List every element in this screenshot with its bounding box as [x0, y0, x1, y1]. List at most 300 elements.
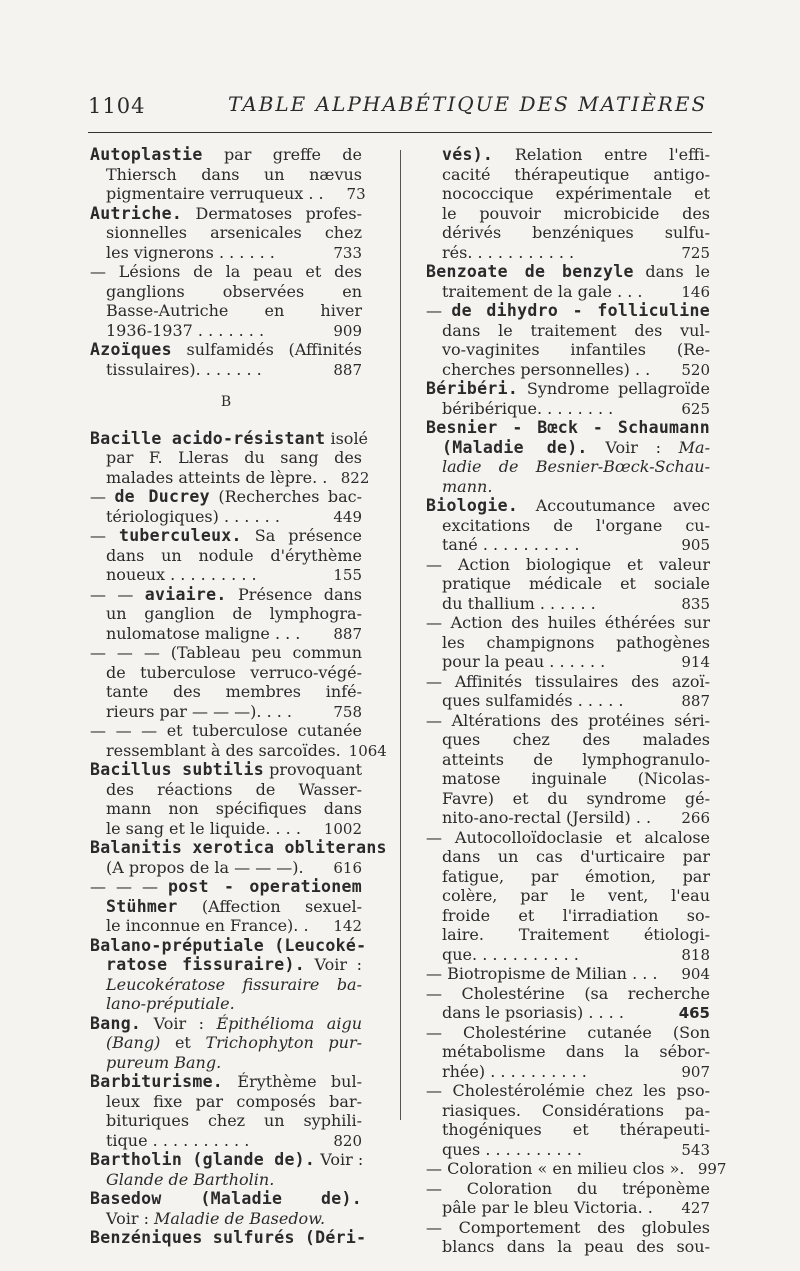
- entry-text-part: leux fixe par composés bar-: [106, 1091, 362, 1111]
- index-entry: [426, 1081, 710, 1159]
- entry-text: [90, 1228, 366, 1248]
- entry-line: [90, 1228, 367, 1248]
- entry-page-number: 733: [333, 243, 362, 262]
- entry-headword: Bang.: [90, 1013, 142, 1033]
- entry-text: [106, 916, 320, 936]
- index-entry: [90, 145, 366, 204]
- entry-text: [106, 975, 362, 995]
- index-entry: [90, 935, 367, 1014]
- entry-text: [442, 1120, 710, 1140]
- entry-text: [90, 721, 362, 741]
- entry-headword: Benzoate de benzyle: [426, 262, 634, 281]
- entry-text-part: (Recherches bac-: [209, 487, 362, 506]
- entry-text: [442, 243, 668, 263]
- entry-page-number: 520: [681, 360, 710, 379]
- entry-line: [426, 867, 710, 887]
- entry-text: [90, 204, 362, 224]
- entry-text: [442, 1198, 668, 1218]
- entry-text: [106, 360, 320, 380]
- entry-text: [426, 496, 710, 516]
- index-entry: [90, 877, 362, 936]
- entry-text: [90, 877, 362, 897]
- entry-text-part: sulfamidés (Affinités: [171, 340, 362, 359]
- entry-text-part: excitations de l'organe cu-: [442, 515, 710, 535]
- entry-text-part: — Coloration du tréponème: [426, 1178, 710, 1198]
- index-entry: [426, 145, 710, 262]
- entry-text: [442, 204, 710, 224]
- index-entry: [90, 643, 362, 721]
- entry-text-part: ques . . . . . . . . . .: [442, 1139, 582, 1159]
- entry-line: [426, 925, 710, 945]
- entry-text: [442, 945, 668, 965]
- entry-text-part: ladie de Besnier-Bœck-Schau-: [442, 457, 710, 476]
- entry-text: [426, 984, 710, 1004]
- entry-line: [90, 975, 362, 995]
- entry-text-part: rhée) . . . . . . . . . .: [442, 1061, 587, 1081]
- entry-text-part: — — —: [90, 877, 168, 896]
- entry-text-part: Leucokératose fissuraire ba-: [106, 974, 362, 994]
- index-entry: [426, 418, 710, 496]
- entry-text: [106, 184, 324, 204]
- entry-text: [442, 789, 710, 809]
- entry-text-part: Voir :: [141, 1013, 217, 1033]
- entry-line: [90, 1150, 362, 1170]
- entry-text-part: cherches personnelles) . .: [442, 359, 651, 379]
- entry-text: [106, 1092, 362, 1112]
- entry-line: [426, 1120, 710, 1140]
- entry-headword: aviaire.: [144, 584, 227, 604]
- entry-text: [90, 1189, 362, 1209]
- entry-text: [442, 925, 710, 945]
- entry-page-number: 73: [346, 185, 366, 203]
- entry-text: [90, 262, 362, 282]
- entry-text: [106, 663, 362, 683]
- entry-line: [426, 555, 710, 575]
- entry-page-number: 758: [333, 702, 362, 721]
- entry-line: [426, 399, 710, 419]
- index-entry: [90, 428, 370, 488]
- entry-text: [442, 438, 710, 458]
- entry-text-part: fatigue, par émotion, par: [442, 866, 710, 886]
- entry-text-part: du thallium . . . . . .: [442, 593, 596, 613]
- entry-line: [90, 877, 362, 897]
- entry-headword: Azoïques: [90, 340, 172, 359]
- entry-page-number: 155: [333, 566, 362, 584]
- entry-headword: Bacillus subtilis: [90, 760, 264, 779]
- index-entry: [90, 1072, 362, 1150]
- entry-line: [426, 1042, 710, 1062]
- index-entry: [90, 340, 362, 379]
- entry-page-number: 1002: [323, 819, 362, 838]
- entry-text-part: de tuberculose verruco-végé-: [106, 662, 362, 682]
- entry-text-part: un ganglion de lymphogra-: [106, 604, 362, 623]
- entry-text: [106, 282, 362, 302]
- entry-text: [426, 1179, 710, 1199]
- entry-text: [106, 994, 362, 1014]
- entry-text-part: — Autocolloïdoclasie et alcalose: [426, 827, 710, 847]
- entry-text-part: dans un nodule d'érythème: [106, 545, 362, 565]
- entry-text: [426, 828, 710, 848]
- entry-text: [442, 633, 710, 653]
- entry-text-part: — Cholestérine (sa recherche: [426, 983, 710, 1003]
- entry-page-number: 914: [681, 653, 710, 671]
- entry-line: [90, 262, 362, 282]
- entry-page-number: 142: [333, 917, 362, 935]
- entry-page-number: 625: [681, 399, 710, 418]
- entry-text: [442, 1140, 668, 1160]
- entry-text-part: Thiersch dans un nævus: [106, 164, 362, 184]
- entry-headword: (Maladie de).: [442, 437, 588, 457]
- entry-headword: post - operationem: [167, 877, 362, 896]
- entry-line: [90, 585, 362, 605]
- entry-text: [90, 1014, 362, 1034]
- entry-text: [90, 838, 387, 858]
- index-entry: [90, 204, 362, 263]
- entry-headword: de dihydro - folliculine: [451, 301, 710, 320]
- index-entry: [90, 262, 362, 340]
- entry-text-part: cacité thérapeutique antigo-: [442, 164, 710, 184]
- entry-headword: Bartholin (glande de).: [90, 1150, 316, 1169]
- entry-text: [90, 760, 362, 780]
- entry-text: [106, 1209, 362, 1229]
- index-entry: [426, 1023, 710, 1082]
- entry-text-part: dans le psoriasis) . . . .: [442, 1003, 624, 1022]
- entry-line: [90, 301, 362, 321]
- entry-line: [90, 1072, 362, 1092]
- entry-line: [426, 711, 710, 731]
- entry-text: [442, 360, 668, 380]
- entry-text: [106, 682, 362, 702]
- entry-text: [106, 897, 362, 917]
- entry-text-part: pâle par le bleu Victoria. .: [442, 1198, 653, 1217]
- entry-text-part: Sa présence: [241, 526, 362, 545]
- entry-headword: Autoplastie: [90, 145, 203, 164]
- entry-text: [426, 1159, 684, 1179]
- entry-line: [426, 223, 710, 243]
- entry-line: [426, 691, 710, 711]
- entry-line: [426, 379, 710, 399]
- index-entry: [426, 1179, 710, 1218]
- entry-text: [90, 526, 362, 546]
- entry-text: [442, 477, 710, 497]
- entry-line: [90, 204, 362, 224]
- entry-line: [426, 1237, 710, 1257]
- entry-text-part: Voir :: [587, 437, 679, 457]
- entry-line: [426, 730, 710, 750]
- page-number: 1104: [88, 94, 146, 118]
- entry-text-part: (Affection sexuel-: [177, 896, 362, 916]
- entry-line: [90, 340, 362, 360]
- entry-text: [90, 936, 366, 956]
- entry-line: [426, 145, 710, 165]
- entry-text-part: dérivés benzéniques sulfu-: [442, 223, 710, 242]
- entry-line: [90, 565, 362, 585]
- entry-page-number: 449: [333, 507, 362, 526]
- entry-text: [106, 1131, 320, 1151]
- entry-text-part: mann.: [442, 476, 493, 496]
- entry-line: [426, 906, 710, 926]
- entry-line: [426, 964, 710, 984]
- entry-line: [426, 321, 710, 341]
- entry-line: [426, 594, 710, 614]
- entry-text-part: ressemblant à des sarcoïdes.: [106, 740, 341, 760]
- entry-line: [426, 243, 710, 263]
- entry-text-part: le inconnue en France). .: [106, 916, 309, 935]
- entry-line: [426, 204, 710, 224]
- index-entry: [90, 1189, 362, 1228]
- entry-text-part: — Altérations des protéines séri-: [426, 710, 710, 730]
- entry-text: [442, 1042, 710, 1062]
- entry-line: [90, 1209, 362, 1229]
- entry-line: [426, 262, 710, 282]
- entry-text-part: tissulaires). . . . . . .: [106, 359, 262, 379]
- index-entry: [90, 721, 387, 760]
- entry-text-part: tané . . . . . . . . . .: [442, 535, 580, 554]
- entry-text: [106, 448, 362, 468]
- entry-page-number: 818: [681, 945, 710, 964]
- entry-line: [90, 282, 362, 302]
- index-entry: [90, 526, 362, 585]
- entry-text-part: traitement de la gale . . .: [442, 281, 643, 301]
- entry-text: [442, 282, 668, 302]
- entry-line: [90, 487, 362, 507]
- entry-text-part: 1936-1937 . . . . . . .: [106, 320, 265, 340]
- entry-line: [90, 780, 362, 800]
- entry-headword: Biologie.: [426, 496, 519, 515]
- entry-line: [90, 760, 362, 780]
- entry-line: [90, 897, 362, 917]
- entry-line: [90, 526, 362, 546]
- entry-text: [106, 165, 362, 185]
- entry-line: [90, 448, 362, 468]
- entry-text-part: — Lésions de la peau et des: [90, 262, 362, 281]
- entry-text-part: tériologiques) . . . . . .: [106, 506, 280, 526]
- entry-text-part: — Biotropisme de Milian . . .: [426, 964, 658, 983]
- entry-page-number: 820: [333, 1131, 362, 1150]
- entry-text: [106, 780, 362, 800]
- entry-text-part: noueux . . . . . . . . .: [106, 565, 257, 584]
- entry-line: [90, 624, 362, 644]
- entry-text-part: — Cholestérolémie chez les pso-: [426, 1081, 710, 1100]
- entry-line: [426, 1218, 710, 1238]
- entry-line: [426, 1179, 710, 1199]
- entry-text-part: rés. . . . . . . . . . .: [442, 242, 575, 262]
- entry-text-part: — Coloration « en milieu clos ».: [426, 1159, 685, 1178]
- index-entry: [90, 1228, 367, 1248]
- entry-line: [90, 994, 362, 1014]
- entry-text: [90, 1150, 363, 1170]
- entry-text: [426, 672, 710, 692]
- entry-line: [90, 916, 362, 936]
- entry-text: [106, 565, 320, 585]
- entry-text: [426, 555, 710, 575]
- entry-text: [442, 906, 710, 926]
- entry-line: [426, 847, 710, 867]
- entry-text-part: bituriques chez un syphili-: [106, 1111, 362, 1130]
- entry-line: [426, 574, 710, 594]
- entry-text: [442, 1101, 710, 1121]
- entry-text: [442, 769, 710, 789]
- entry-text-part: ganglions observées en: [106, 281, 362, 301]
- entry-page-number: 543: [681, 1140, 710, 1159]
- index-entry: [426, 613, 710, 672]
- entry-page-number: 835: [681, 594, 710, 613]
- entry-text-part: Relation entre l'effi-: [493, 145, 710, 164]
- entry-text-part: nulomatose maligne . . .: [106, 623, 301, 643]
- index-entry: [90, 585, 362, 644]
- entry-line: [90, 1131, 362, 1151]
- entry-text-part: le pouvoir microbicide des: [442, 203, 710, 223]
- entry-text: [426, 1081, 710, 1101]
- entry-text: [426, 262, 710, 282]
- entry-text: [442, 808, 668, 828]
- entry-text: [442, 847, 710, 867]
- entry-text-part: pratique médicale et sociale: [442, 574, 710, 593]
- entry-headword: vés).: [442, 145, 494, 164]
- index-entry: [426, 711, 710, 828]
- entry-text-part: Voir :: [304, 955, 362, 974]
- entry-text-part: dans le: [633, 262, 710, 281]
- entry-text: [106, 1170, 362, 1190]
- entry-text-part: thogéniques et thérapeuti-: [442, 1120, 710, 1139]
- entry-line: [90, 507, 362, 527]
- entry-line: [426, 945, 710, 965]
- entry-headword: Barbiturisme.: [90, 1072, 224, 1091]
- entry-line: [90, 663, 362, 683]
- entry-text: [106, 223, 362, 243]
- entry-line: [90, 1189, 362, 1209]
- entry-text-part: Ma-: [678, 437, 710, 457]
- index-entry: [90, 1150, 362, 1189]
- entry-line: [426, 301, 710, 321]
- entry-text: [426, 964, 668, 984]
- entry-page-number: 907: [681, 1062, 710, 1081]
- entry-text: [90, 1072, 362, 1092]
- entry-text: [442, 399, 668, 419]
- entry-line: [426, 477, 710, 497]
- entry-text-part: et: [160, 1033, 206, 1052]
- entry-text: [442, 730, 710, 750]
- entry-text: [106, 1053, 362, 1073]
- index-entry: [426, 301, 710, 379]
- index-entry: [90, 760, 362, 838]
- entry-text: [426, 379, 710, 399]
- entry-text: [90, 429, 368, 449]
- entry-text-part: —: [90, 487, 115, 506]
- entry-line: [426, 340, 710, 360]
- entry-line: [426, 789, 710, 809]
- entry-text: [106, 507, 320, 527]
- entry-text-part: Présence dans: [226, 584, 362, 604]
- entry-text-part: mann non spécifiques dans: [106, 799, 362, 818]
- entry-line: [90, 1170, 362, 1190]
- entry-text: [442, 535, 668, 555]
- index-entry: [90, 1014, 362, 1073]
- entry-line: [90, 955, 362, 975]
- entry-text-part: par greffe de: [202, 145, 362, 164]
- entry-line: [90, 858, 362, 878]
- index-entry: [426, 1159, 727, 1179]
- entry-text: [426, 711, 710, 731]
- entry-text-part: — —: [90, 584, 145, 604]
- entry-line: [90, 467, 370, 488]
- entry-line: [426, 808, 710, 828]
- entry-text: [106, 468, 327, 488]
- entry-text-part: tante des membres infé-: [106, 682, 362, 701]
- index-entry: [426, 555, 710, 614]
- entry-line: [90, 184, 366, 204]
- index-entry: [426, 1218, 710, 1257]
- entry-text-part: ques chez des malades: [442, 730, 710, 749]
- entry-text-part: —: [426, 301, 452, 320]
- entry-text-part: colère, par le vent, l'eau: [442, 886, 710, 905]
- entry-line: [426, 1003, 710, 1023]
- entry-page-number: 887: [333, 360, 362, 379]
- left-column: [90, 145, 387, 1248]
- entry-text: [442, 1003, 668, 1023]
- entry-text-part: pour la peau . . . . . .: [442, 652, 606, 671]
- entry-text-part: froide et l'irradiation so-: [442, 905, 710, 925]
- entry-text: [106, 819, 316, 839]
- entry-line: [426, 360, 710, 380]
- entry-text-part: — Action biologique et valeur: [426, 554, 710, 574]
- entry-text-part: — — — (Tableau peu commun: [90, 643, 362, 662]
- entry-line: [426, 672, 710, 692]
- entry-page-number: 427: [681, 1199, 710, 1217]
- entry-text-part: Syndrome pellagroïde: [518, 379, 710, 398]
- entry-text: [442, 652, 668, 672]
- entry-headword: tuberculeux.: [118, 526, 242, 545]
- entry-headword: Besnier - Bœck - Schaumann: [426, 418, 710, 437]
- entry-text-part: Voir :: [106, 1208, 155, 1228]
- entry-text: [106, 1033, 362, 1053]
- index-entry: [90, 838, 387, 877]
- entry-page-number: 465: [678, 1004, 710, 1022]
- entry-line: [426, 652, 710, 672]
- page-header: [0, 88, 800, 128]
- entry-text: [442, 184, 710, 204]
- entry-text: [106, 1111, 362, 1131]
- entry-headword: Basedow (Maladie de).: [90, 1189, 362, 1208]
- entry-headword: ratose fissuraire).: [106, 955, 305, 974]
- entry-line: [426, 750, 710, 770]
- entry-headword: Balanitis xerotica obliterans: [90, 838, 387, 857]
- entry-headword: Benzéniques sulfurés (Déri-: [90, 1228, 367, 1247]
- index-entry: [426, 964, 710, 984]
- entry-text-part: Voir :: [315, 1150, 364, 1169]
- entry-text-part: lano-préputiale.: [106, 994, 235, 1013]
- entry-page-number: 887: [681, 692, 710, 710]
- entry-line: [426, 282, 710, 302]
- entry-line: [426, 1159, 727, 1179]
- entry-line: [426, 418, 710, 438]
- entry-line: [90, 321, 362, 341]
- entry-text-part: blancs dans la peau des sou-: [442, 1237, 710, 1256]
- entry-line: [90, 1033, 362, 1053]
- entry-text-part: que. . . . . . . . . . .: [442, 944, 579, 964]
- entry-text: [106, 858, 320, 878]
- entry-text: [90, 340, 362, 360]
- column-divider: [400, 150, 401, 1120]
- entry-headword: Bacille acido-résistant: [90, 428, 326, 448]
- entry-text-part: isolé: [325, 428, 369, 448]
- entry-text: [426, 1218, 710, 1238]
- entry-line: [426, 457, 710, 477]
- entry-line: [90, 165, 362, 185]
- entry-text: [442, 886, 710, 906]
- right-column: [426, 145, 727, 1257]
- entry-line: [90, 360, 362, 380]
